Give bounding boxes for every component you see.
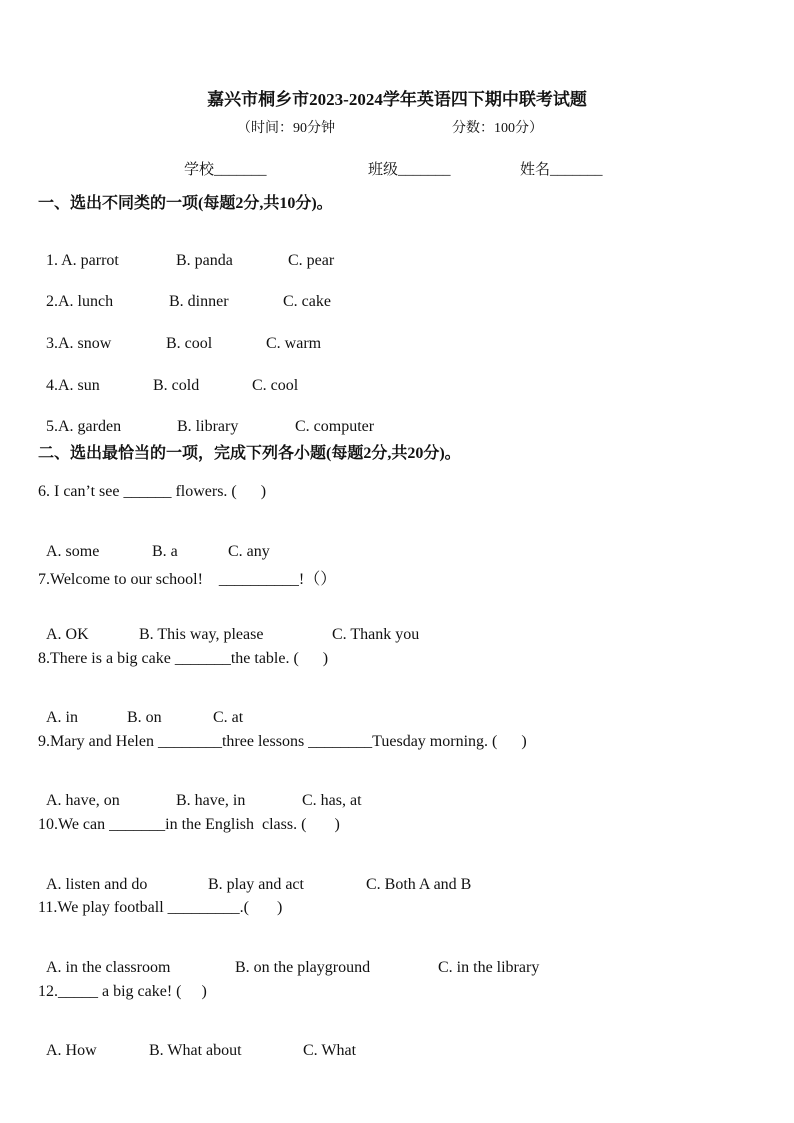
question-6-options (38, 525, 270, 561)
question-5 (38, 400, 374, 436)
question-8-options (38, 691, 243, 727)
question-7-stem: 7.Welcome to our school! __________!（） (38, 571, 337, 588)
question-3 (38, 317, 321, 353)
option-c: C. cake (283, 293, 331, 310)
school-field: 学校_______ (184, 162, 267, 178)
question-9-stem: 9.Mary and Helen ________three lessons ________Tuesday morning. ( ) (38, 733, 527, 750)
option-a: 4.A. sun (46, 377, 100, 394)
option-b: B. on the playground (235, 959, 371, 976)
option-a: 5.A. garden (46, 418, 122, 435)
option-b: B. dinner (169, 293, 229, 310)
name-field: 姓名_______ (520, 162, 603, 178)
option-c: C. in the library (438, 959, 540, 976)
section-1-heading: 一、选出不同类的一项(每题2分,共10分)。 (38, 195, 333, 212)
option-a: A. OK (46, 626, 89, 643)
question-11-stem: 11.We play football _________.( ) (38, 899, 283, 916)
option-a: A. in (46, 709, 78, 726)
option-c: C. cool (252, 377, 299, 394)
option-c: C. computer (295, 418, 375, 435)
option-c: C. warm (266, 335, 322, 352)
question-8-stem: 8.There is a big cake _______the table. ( ) (38, 650, 329, 667)
option-a: A. have, on (46, 792, 120, 809)
question-1 (38, 234, 334, 270)
option-b: B. on (127, 709, 162, 726)
option-b: B. play and act (208, 876, 304, 893)
option-b: B. cool (166, 335, 213, 352)
question-10-options (38, 858, 471, 894)
option-c: C. any (228, 543, 270, 560)
option-b: B. a (152, 543, 178, 560)
question-10-stem: 10.We can _______in the English class. ( ) (38, 816, 340, 833)
page-title: 嘉兴市桐乡市2023-2024学年英语四下期中联考试题 (207, 90, 587, 109)
question-4 (38, 359, 298, 395)
option-c: C. What (303, 1042, 357, 1059)
exam-score: 分数：100分） (452, 121, 543, 136)
exam-time: （时间：90分钟 (237, 121, 335, 136)
option-b: B. panda (176, 252, 233, 269)
option-a: A. in the classroom (46, 959, 171, 976)
option-c: C. Both A and B (366, 876, 472, 893)
option-c: C. Thank you (332, 626, 420, 643)
option-c: C. has, at (302, 792, 362, 809)
option-b: B. have, in (176, 792, 246, 809)
option-a: A. How (46, 1042, 97, 1059)
option-c: C. at (213, 709, 244, 726)
question-2 (38, 275, 331, 311)
option-b: B. library (177, 418, 239, 435)
option-a: 3.A. snow (46, 335, 112, 352)
question-12-options (38, 1024, 356, 1060)
section-2-heading: 二、选出最恰当的一项，完成下列各小题(每题2分,共20分)。 (38, 445, 461, 462)
option-b: B. What about (149, 1042, 242, 1059)
class-field: 班级_______ (368, 162, 451, 178)
option-a: A. some (46, 543, 100, 560)
option-a: A. listen and do (46, 876, 148, 893)
option-c: C. pear (288, 252, 335, 269)
question-7-options (38, 608, 419, 644)
question-6-stem: 6. I can’t see ______ flowers. ( ) (38, 483, 267, 500)
option-a: 2.A. lunch (46, 293, 114, 310)
question-11-options (38, 941, 539, 977)
option-b: B. This way, please (139, 626, 264, 643)
option-b: B. cold (153, 377, 200, 394)
question-9-options (38, 774, 362, 810)
option-a: 1. A. parrot (46, 252, 119, 269)
question-12-stem: 12._____ a big cake! ( ) (38, 983, 207, 1000)
